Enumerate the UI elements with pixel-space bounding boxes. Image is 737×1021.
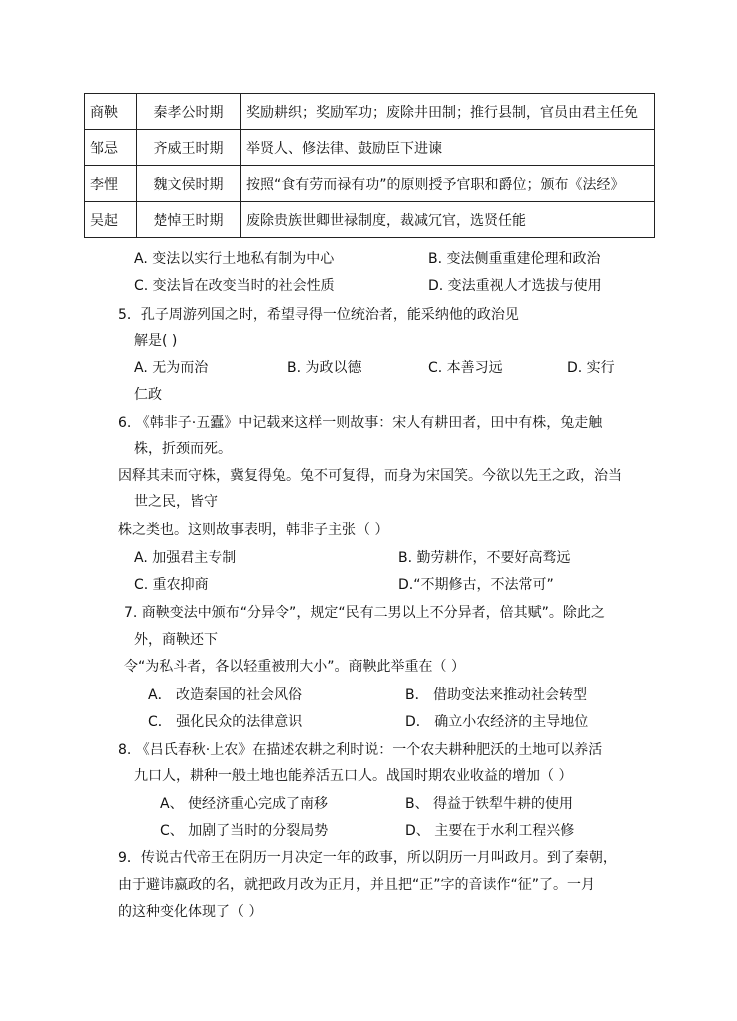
- q7-option-a[interactable]: A． 改造秦国的社会风俗: [148, 687, 303, 703]
- reform-table-body: [85, 94, 655, 238]
- reform-measures-cell: 废除贵族世卿世禄制度，裁减冗官，选贤任能: [241, 202, 655, 238]
- reform-table-row: [85, 130, 655, 166]
- q6-option-a[interactable]: A. 加强君主专制: [134, 550, 237, 566]
- q6-stem-line-2: 株，折颈而死。: [134, 441, 232, 457]
- reform-person-cell: 邹忌: [85, 130, 137, 166]
- q7-option-d[interactable]: D． 确立小农经济的主导地位: [405, 714, 589, 730]
- q6-stem-line-5: 株之类也。这则故事表明，韩非子主张（ ）: [118, 522, 389, 538]
- reform-measures-cell: 按照“食有劳而禄有功”的原则授予官职和爵位；颁布《法经》: [241, 166, 655, 202]
- reform-measures-cell: 举贤人、修法律、鼓励臣下进谏: [241, 130, 655, 166]
- q5-option-c[interactable]: C. 本善习远: [428, 360, 503, 376]
- q9-stem-line-2: 由于避讳嬴政的名，就把政月改为正月，并且把“正”字的音读作“征”了。一月: [118, 877, 596, 893]
- q8-option-c[interactable]: C、 加剧了当时的分裂局势: [160, 823, 329, 839]
- reform-table-row: [85, 94, 655, 130]
- reform-period-cell: 齐威王时期: [137, 130, 241, 166]
- q6-option-c[interactable]: C. 重农抑商: [134, 577, 209, 593]
- reform-measures-cell: 奖励耕织；奖励军功；废除井田制；推行县制，官员由君主任免: [241, 94, 655, 130]
- q6-stem-line-1: 6. 《韩非子·五蠹》中记载来这样一则故事：宋人有耕田者，田中有株，兔走触: [118, 415, 603, 431]
- q6-stem-line-3: 因释其耒而守株，冀复得兔。兔不可复得，而身为宋国笑。今欲以先王之政，治当: [118, 468, 622, 484]
- reform-person-cell: 吴起: [85, 202, 137, 238]
- q8-stem-line-2: 九口人，耕种一般土地也能养活五口人。战国时期农业收益的增加（ ）: [134, 768, 573, 784]
- reform-person-cell: 商鞅: [85, 94, 137, 130]
- q5-option-a[interactable]: A. 无为而治: [134, 360, 209, 376]
- reform-table-row: [85, 202, 655, 238]
- q8-stem-line-1: 8. 《吕氏春秋·上农》在描述农耕之利时说：一个农夫耕种肥沃的土地可以养活: [118, 742, 603, 758]
- q4-option-a[interactable]: A. 变法以实行土地私有制为中心: [134, 251, 335, 267]
- q5-option-b[interactable]: B. 为政以德: [287, 360, 362, 376]
- q5-option-d-continued: 仁政: [134, 387, 162, 403]
- q7-stem-line-3: 令“为私斗者，各以轻重被刑大小”。商鞅此举重在（ ）: [124, 659, 465, 675]
- q6-stem-line-4: 世之民，皆守: [134, 494, 218, 510]
- q8-option-a[interactable]: A、 使经济重心完成了南移: [160, 796, 329, 812]
- q7-stem-line-1: 7. 商鞅变法中颁布“分异令”，规定“民有二男以上不分异者，倍其赋”。除此之: [124, 605, 605, 621]
- reform-person-cell: 李悝: [85, 166, 137, 202]
- q4-option-c[interactable]: C. 变法旨在改变当时的社会性质: [134, 278, 335, 294]
- q9-stem-line-1: 9．传说古代帝王在阴历一月决定一年的政事，所以阴历一月叫政月。到了秦朝，: [118, 850, 617, 866]
- q5-stem-line-2: 解是( ): [134, 333, 178, 349]
- q7-option-b[interactable]: B． 借助变法来推动社会转型: [405, 687, 588, 703]
- q4-option-d[interactable]: D. 变法重视人才选拔与使用: [428, 278, 602, 294]
- q7-option-c[interactable]: C． 强化民众的法律意识: [148, 714, 303, 730]
- q4-option-b[interactable]: B. 变法侧重重建伦理和政治: [428, 251, 601, 267]
- q5-option-d[interactable]: D. 实行: [567, 360, 615, 376]
- reform-period-cell: 魏文侯时期: [137, 166, 241, 202]
- reform-table: [84, 93, 655, 238]
- q8-option-d[interactable]: D、 主要在于水利工程兴修: [405, 823, 575, 839]
- q9-stem-line-3: 的这种变化体现了（ ）: [118, 904, 263, 920]
- reform-period-cell: 秦孝公时期: [137, 94, 241, 130]
- q5-stem-line-1: 5．孔子周游列国之时，希望寻得一位统治者，能采纳他的政治见: [118, 307, 519, 323]
- reform-table-row: [85, 166, 655, 202]
- q6-option-d[interactable]: D.“不期修古，不法常可”: [398, 577, 554, 593]
- q7-stem-line-2: 外，商鞅还下: [134, 632, 218, 648]
- q8-option-b[interactable]: B、 得益于铁犁牛耕的使用: [405, 796, 574, 812]
- q6-option-b[interactable]: B. 勤劳耕作，不要好高骛远: [398, 550, 571, 566]
- reform-period-cell: 楚悼王时期: [137, 202, 241, 238]
